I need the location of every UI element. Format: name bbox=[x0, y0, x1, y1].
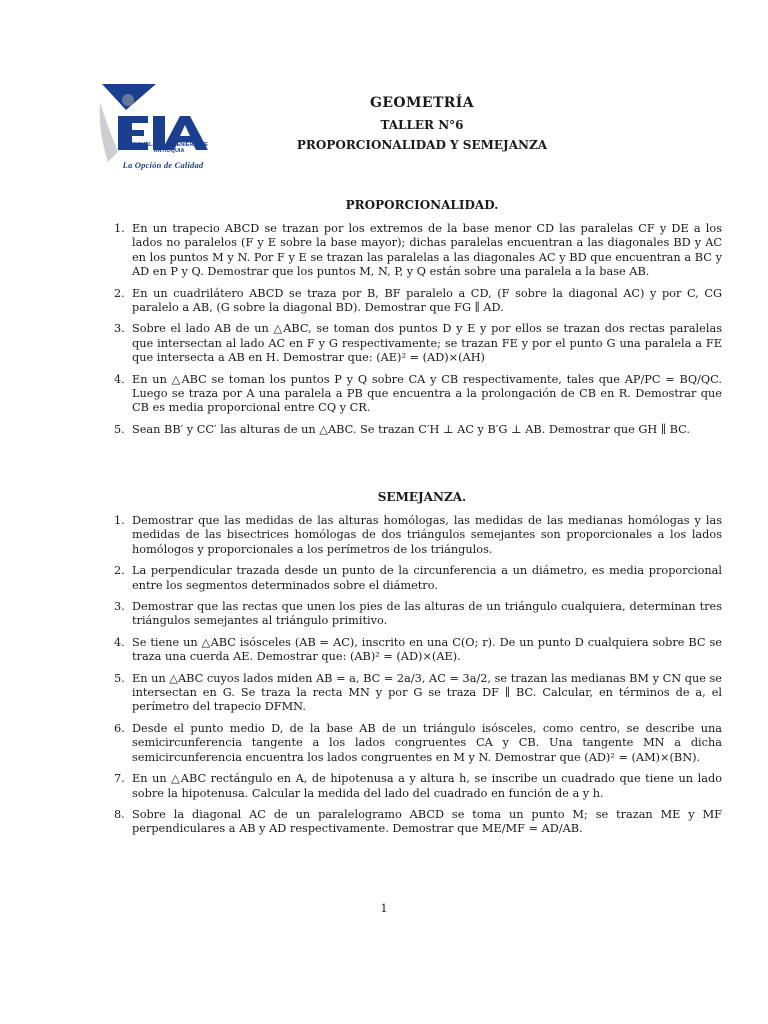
list-item bbox=[112, 373, 722, 416]
list-item bbox=[112, 222, 722, 280]
item-number: 3. bbox=[114, 322, 125, 336]
item-text: Sobre el lado AB de un △ABC, se toman dos puntos D y E y por ellos se trazan dos rectas paralelas que intersectan al lado AC en F y G respectivamente; se trazan FE y por el punto G una paralela a FE que intersecta a AB en H. Demostrar que: (AE)² = (AD)×(AH) bbox=[132, 322, 722, 365]
item-text: Demostrar que las rectas que unen los pies de las alturas de un triángulo cualquiera, determinan tres triángulos semejantes al triángulo primitivo. bbox=[132, 600, 722, 628]
page-number: 1 bbox=[380, 902, 388, 915]
list-item bbox=[112, 772, 722, 801]
item-text: En un △ABC cuyos lados miden AB = a, BC = 2a/3, AC = 3a/2, se trazan las medianas BM y CN que se intersectan en G. Se traza la recta MN y por G se traza DF ∥ BC. Calcular, en términos de a, el perímetro del trapecio DFMN. bbox=[132, 671, 722, 714]
list-item bbox=[112, 423, 722, 437]
section-title-semejanza: SEMEJANZA. bbox=[377, 490, 467, 504]
item-number: 8. bbox=[114, 807, 125, 821]
item-text: Desde el punto medio D, de la base AB de un triángulo isósceles, como centro, se describe una semicircunferencia tangente a los lados congruentes CA y CB. Una tangente MN a dicha semicircunferencia encuentra los lados congruentes en M y N. Demostrar que (AD)² = (AM)×(BN). bbox=[132, 721, 722, 764]
item-number: 4. bbox=[114, 372, 125, 386]
proporcionalidad-list bbox=[112, 222, 722, 437]
item-text: En un △ABC rectángulo en A, de hipotenusa a y altura h, se inscribe un cuadrado que tiene un lado sobre la hipotenusa. Calcular la medida del lado del cuadrado en función de a y h. bbox=[132, 772, 722, 800]
item-number: 1. bbox=[114, 514, 125, 527]
item-text: En un cuadrilátero ABCD se traza por B, BF paralelo a CD, (F sobre la diagonal AC) y por C, CG paralelo a AB, (G sobre la diagonal BD). Demostrar que FG ∥ AD. bbox=[132, 286, 722, 315]
item-text: Se tiene un △ABC isósceles (AB = AC), inscrito en una C(O; r). De un punto D cualquiera sobre BC se traza una cuerda AE. Demostrar que: (AB)² = (AD)×(AE). bbox=[132, 635, 722, 664]
workshop-topic: PROPORCIONALIDAD Y SEMEJANZA bbox=[296, 138, 548, 152]
item-text: Sobre la diagonal AC de un paralelogramo ABCD se toma un punto M; se trazan ME y MF perpendiculares a AB y AD respectivamente. Demostrar que ME/MF = AD/AB. bbox=[132, 807, 722, 836]
list-item bbox=[112, 287, 722, 316]
logo-tagline: La Opción de Calidad bbox=[122, 160, 204, 170]
list-item bbox=[112, 514, 722, 557]
item-text: En un trapecio ABCD se trazan por los extremos de la base menor CD las paralelas CF y DE a los lados no paralelos (F y E sobre la base mayor); dichas paralelas encuentran a las diagonales BD y AC en los puntos M y N. Por F y E se trazan las paralelas a las diagonales AC y BD que encuentran a BC y AD en P y Q. Demostrar que los puntos M, N, P, y Q están sobre una paralela a la base AB. bbox=[132, 222, 722, 279]
item-number: 4. bbox=[114, 635, 125, 649]
item-text: Demostrar que las medidas de las alturas homólogas, las medidas de las medianas homólogas y las medidas de las bisectrices homólogas de dos triángulos semejantes son proporcionales a los lados homólogos y proporcionales a los perímetros de los triángulos. bbox=[132, 514, 722, 556]
list-item bbox=[112, 600, 722, 629]
item-number: 2. bbox=[114, 286, 125, 300]
document-title: GEOMETRÍA bbox=[369, 95, 475, 111]
list-item bbox=[112, 672, 722, 715]
list-item bbox=[112, 636, 722, 665]
item-number: 5. bbox=[114, 671, 125, 685]
item-number: 5. bbox=[114, 422, 125, 436]
item-text: En un △ABC se toman los puntos P y Q sobre CA y CB respectivamente, tales que AP/PC = BQ/QC. Luego se traza por A una paralela a PB que encuentra a la prolongación de CB en R. Demostrar que CB es media proporcional entre CQ y CR. bbox=[132, 372, 722, 415]
item-number: 1. bbox=[114, 222, 125, 235]
semejanza-list bbox=[112, 514, 722, 837]
item-number: 2. bbox=[114, 564, 125, 578]
workshop-number: TALLER N°6 bbox=[380, 118, 464, 132]
list-item bbox=[112, 564, 722, 593]
item-text: La perpendicular trazada desde un punto de la circunferencia a un diámetro, es media proporcional entre los segmentos determinados sobre el diámetro. bbox=[132, 564, 722, 592]
list-item bbox=[112, 322, 722, 365]
item-number: 6. bbox=[114, 721, 125, 735]
item-number: 3. bbox=[114, 600, 125, 614]
list-item bbox=[112, 722, 722, 765]
section-title-proporcionalidad: PROPORCIONALIDAD. bbox=[345, 198, 499, 212]
logo-subtitle: ESCUELA DE INGENIERIA DE ANTIOQUIA bbox=[130, 142, 208, 154]
list-item bbox=[112, 808, 722, 837]
item-text: Sean BB′ y CC′ las alturas de un △ABC. Se trazan C′H ⊥ AC y B′G ⊥ AB. Demostrar que GH ∥ BC. bbox=[132, 422, 690, 436]
item-number: 7. bbox=[114, 772, 125, 786]
